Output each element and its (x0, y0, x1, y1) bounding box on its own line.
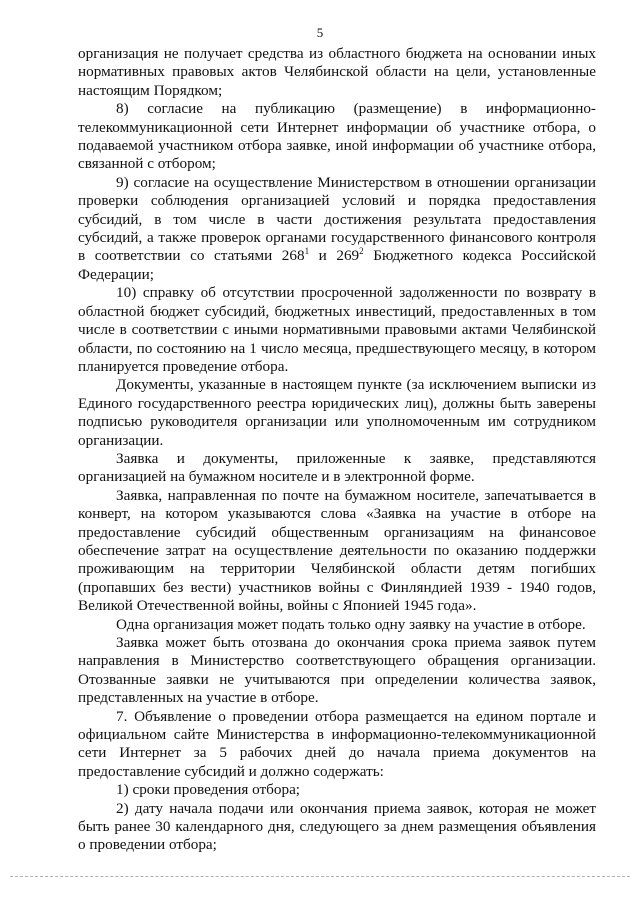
bottom-divider (10, 876, 630, 877)
superscript-1: 1 (304, 246, 310, 257)
document-body (78, 45, 596, 855)
paragraph-item-10: 10) справку об отсутствии просроченной задолженности по возврату в областной бюджет субсидий, бюджетных инвестиций, предоставленных в том числе в соответствии с иными нормативными правовыми актами Челябинской области, по состоянию на 1 число месяца, предшествующего месяцу, в котором планируется проведение отбора. (78, 284, 596, 375)
paragraph-item-9 (78, 174, 596, 284)
paragraph-subitem-1: 1) сроки проведения отбора; (116, 781, 301, 799)
paragraph-continuation: организация не получает средства из областного бюджета на основании иных нормативных правовых актов Челябинской области на цели, установленные настоящим Порядком; (78, 45, 596, 99)
paragraph-item-9-text-end: Бюджетного кодекса Российской Федерации; (78, 247, 596, 283)
paragraph-documents-certification: Документы, указанные в настоящем пункте (за исключением выписки из Единого государственного реестра юридических лиц), должны быть заверены подписью руководителя организации или уполномоченным им сотрудником организации. (78, 376, 596, 449)
paragraph-subitem-2: 2) дату начала подачи или окончания приема заявок, которая не может быть ранее 30 календарного дня, следующего за днем размещения объявления о проведении отбора; (78, 799, 596, 854)
paragraph-application-forms: Заявка и документы, приложенные к заявке, представляются организацией на бумажном носителе и в электронной форме. (78, 449, 596, 486)
paragraph-item-8: 8) согласие на публикацию (размещение) в информационно-телекоммуникационной сети Интернет информации об участнике отбора, о подаваемой участником отбора заявке, иной информации об участнике отбора, связанной с отбором; (78, 100, 596, 173)
superscript-2: 2 (359, 246, 364, 257)
paragraph-one-application: Одна организация может подать только одну заявку на участие в отборе. (116, 615, 586, 633)
paragraph-withdrawal: Заявка может быть отозвана до окончания срока приема заявок путем направления в Министерство соответствующего обращения организации. Отозванные заявки не учитываются при определении количества заявок, представленных на участие в отборе. (78, 634, 596, 707)
paragraph-item-9-text: 9) согласие на осуществление Министерством в отношении организации проверки соблюдения организацией условий и порядка предоставления субсидий, в том числе в части достижения результата предоставления субсидий, а также проверок органами государственного финансового контроля в соответствии со статьями 268 (78, 173, 596, 265)
paragraph-item-7: 7. Объявление о проведении отбора размещается на едином портале и официальном сайте Министерства в информационно-телекоммуникационной сети Интернет за 5 рабочих дней до начала приема документов на предоставление субсидий и должно содержать: (78, 707, 596, 780)
page-number: 5 (316, 25, 324, 40)
paragraph-item-9-text-middle: и 269 (309, 247, 360, 265)
paragraph-envelope: Заявка, направленная по почте на бумажном носителе, запечатывается в конверт, на котором указываются слова «Заявка на участие в отборе на предоставление субсидий общественным организациям на финансовое обеспечение затрат на осуществление деятельности по оказанию поддержки проживающим на территории Челябинской области детям погибших (пропавших без вести) участников войны с Финляндией 1939 - 1940 годов, Великой Отечественной войны, войны с Японией 1945 года». (78, 486, 596, 615)
